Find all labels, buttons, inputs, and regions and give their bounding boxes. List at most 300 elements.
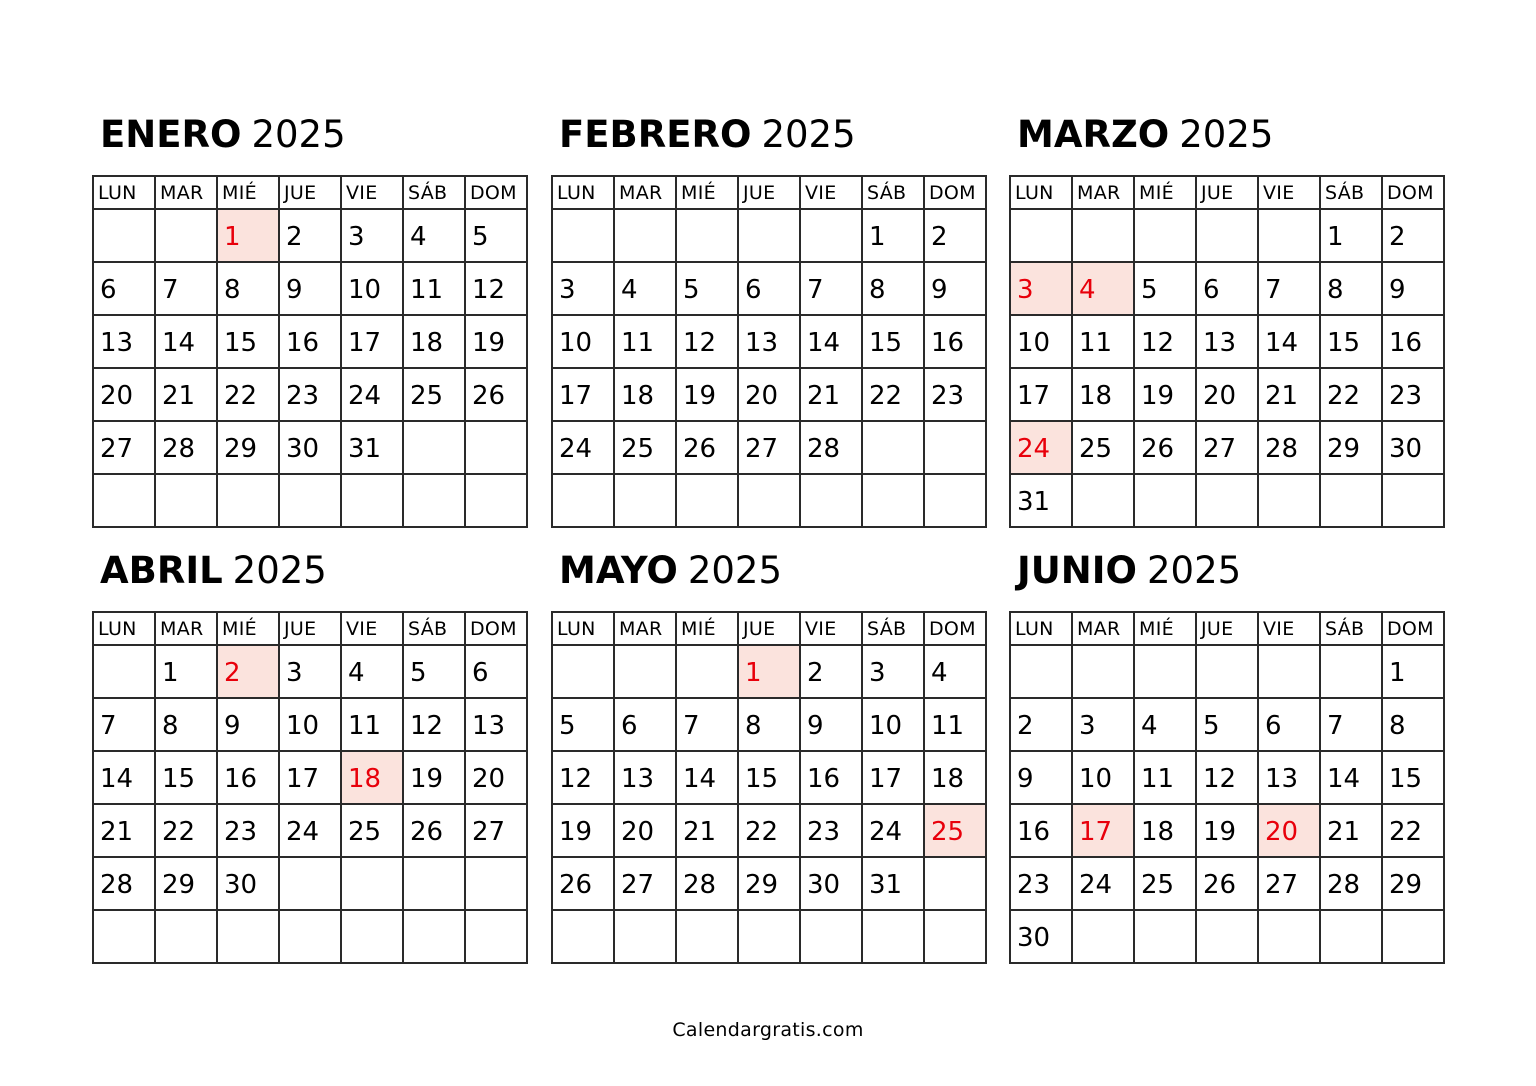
weekday-header: MIÉ (676, 176, 738, 209)
day-cell: 30 (279, 421, 341, 474)
day-cell: 25 (403, 368, 465, 421)
day-cell: 6 (1258, 698, 1320, 751)
day-cell: 13 (1196, 315, 1258, 368)
empty-day-cell (924, 910, 986, 963)
day-cell: 30 (1010, 910, 1072, 963)
day-cell: 8 (738, 698, 800, 751)
holiday-day-cell: 2 (217, 645, 279, 698)
day-cell: 21 (155, 368, 217, 421)
empty-day-cell (614, 910, 676, 963)
day-cell: 8 (217, 262, 279, 315)
empty-day-cell (552, 474, 614, 527)
day-cell: 9 (800, 698, 862, 751)
day-cell: 23 (1010, 857, 1072, 910)
week-row (93, 857, 527, 910)
empty-day-cell (93, 910, 155, 963)
month-grid (551, 175, 987, 528)
week-row (552, 910, 986, 963)
day-cell: 4 (614, 262, 676, 315)
week-row (1010, 645, 1444, 698)
week-row (1010, 857, 1444, 910)
empty-day-cell (465, 474, 527, 527)
day-cell: 23 (279, 368, 341, 421)
weekday-header-row (1010, 612, 1444, 645)
empty-day-cell (614, 474, 676, 527)
empty-day-cell (341, 910, 403, 963)
day-cell: 15 (155, 751, 217, 804)
week-row (1010, 804, 1444, 857)
weekday-header-row (552, 176, 986, 209)
weekday-header: MIÉ (1134, 176, 1196, 209)
empty-day-cell (1320, 910, 1382, 963)
day-cell: 7 (1320, 698, 1382, 751)
weekday-header: VIE (341, 612, 403, 645)
empty-day-cell (738, 910, 800, 963)
month-febrero (551, 113, 987, 528)
empty-day-cell (1382, 474, 1444, 527)
month-name: MARZO (1017, 113, 1170, 156)
weekday-header: JUE (738, 176, 800, 209)
day-cell: 14 (800, 315, 862, 368)
day-cell: 15 (738, 751, 800, 804)
day-cell: 15 (862, 315, 924, 368)
empty-day-cell (1134, 645, 1196, 698)
day-cell: 25 (614, 421, 676, 474)
empty-day-cell (1196, 910, 1258, 963)
day-cell: 6 (93, 262, 155, 315)
day-cell: 26 (403, 804, 465, 857)
day-cell: 15 (1382, 751, 1444, 804)
day-cell: 28 (800, 421, 862, 474)
day-cell: 1 (862, 209, 924, 262)
weekday-header: JUE (1196, 612, 1258, 645)
day-cell: 5 (1134, 262, 1196, 315)
weekday-header: SÁB (1320, 612, 1382, 645)
month-enero (92, 113, 528, 528)
empty-day-cell (403, 421, 465, 474)
weekday-header: MIÉ (676, 612, 738, 645)
day-cell: 10 (1010, 315, 1072, 368)
day-cell: 11 (403, 262, 465, 315)
month-year: 2025 (232, 549, 327, 592)
day-cell: 27 (1196, 421, 1258, 474)
empty-day-cell (676, 474, 738, 527)
day-cell: 8 (1320, 262, 1382, 315)
weekday-header-row (93, 612, 527, 645)
day-cell: 28 (676, 857, 738, 910)
weekday-header: DOM (924, 612, 986, 645)
empty-day-cell (403, 857, 465, 910)
day-cell: 18 (1072, 368, 1134, 421)
day-cell: 5 (403, 645, 465, 698)
day-cell: 12 (403, 698, 465, 751)
month-title (559, 549, 782, 593)
empty-day-cell (1258, 910, 1320, 963)
weekday-header: VIE (800, 612, 862, 645)
day-cell: 31 (341, 421, 403, 474)
day-cell: 22 (1382, 804, 1444, 857)
empty-day-cell (93, 645, 155, 698)
day-cell: 19 (465, 315, 527, 368)
weekday-header: LUN (1010, 176, 1072, 209)
empty-day-cell (155, 910, 217, 963)
weekday-header: DOM (465, 176, 527, 209)
empty-day-cell (279, 857, 341, 910)
day-cell: 26 (465, 368, 527, 421)
day-cell: 5 (1196, 698, 1258, 751)
day-cell: 17 (279, 751, 341, 804)
day-cell: 6 (465, 645, 527, 698)
month-title (559, 113, 856, 157)
day-cell: 3 (279, 645, 341, 698)
empty-day-cell (924, 857, 986, 910)
day-cell: 24 (341, 368, 403, 421)
day-cell: 27 (614, 857, 676, 910)
day-cell: 9 (279, 262, 341, 315)
day-cell: 10 (1072, 751, 1134, 804)
empty-day-cell (800, 209, 862, 262)
week-row (552, 262, 986, 315)
day-cell: 25 (341, 804, 403, 857)
day-cell: 4 (1134, 698, 1196, 751)
day-cell: 9 (217, 698, 279, 751)
day-cell: 10 (279, 698, 341, 751)
day-cell: 11 (1072, 315, 1134, 368)
month-junio (1009, 549, 1445, 964)
day-cell: 12 (676, 315, 738, 368)
month-name: ABRIL (100, 549, 223, 592)
weekday-header: JUE (1196, 176, 1258, 209)
day-cell: 31 (862, 857, 924, 910)
weekday-header: LUN (552, 176, 614, 209)
weekday-header: VIE (1258, 612, 1320, 645)
month-year: 2025 (687, 549, 783, 592)
day-cell: 26 (552, 857, 614, 910)
weekday-header: MAR (1072, 176, 1134, 209)
weekday-header: VIE (341, 176, 403, 209)
month-name: FEBRERO (559, 113, 752, 156)
month-grid (551, 611, 987, 964)
day-cell: 27 (93, 421, 155, 474)
empty-day-cell (1320, 645, 1382, 698)
holiday-day-cell: 1 (217, 209, 279, 262)
day-cell: 2 (800, 645, 862, 698)
day-cell: 5 (676, 262, 738, 315)
day-cell: 18 (924, 751, 986, 804)
holiday-day-cell: 25 (924, 804, 986, 857)
empty-day-cell (862, 910, 924, 963)
day-cell: 22 (1320, 368, 1382, 421)
week-row (93, 315, 527, 368)
day-cell: 17 (862, 751, 924, 804)
day-cell: 20 (93, 368, 155, 421)
empty-day-cell (552, 910, 614, 963)
month-grid (92, 175, 528, 528)
empty-day-cell (800, 474, 862, 527)
day-cell: 14 (1320, 751, 1382, 804)
empty-day-cell (552, 645, 614, 698)
weekday-header: LUN (1010, 612, 1072, 645)
empty-day-cell (1258, 474, 1320, 527)
weekday-header: LUN (93, 176, 155, 209)
day-cell: 16 (1010, 804, 1072, 857)
day-cell: 29 (1382, 857, 1444, 910)
weekday-header: SÁB (862, 176, 924, 209)
day-cell: 14 (676, 751, 738, 804)
month-name: JUNIO (1017, 549, 1137, 592)
day-cell: 26 (1196, 857, 1258, 910)
day-cell: 18 (403, 315, 465, 368)
day-cell: 9 (924, 262, 986, 315)
weekday-header: MIÉ (217, 176, 279, 209)
weekday-header: MIÉ (1134, 612, 1196, 645)
week-row (552, 804, 986, 857)
day-cell: 9 (1382, 262, 1444, 315)
day-cell: 3 (552, 262, 614, 315)
empty-day-cell (403, 474, 465, 527)
empty-day-cell (862, 421, 924, 474)
day-cell: 24 (279, 804, 341, 857)
weekday-header: JUE (279, 176, 341, 209)
weekday-header: DOM (1382, 612, 1444, 645)
day-cell: 28 (1320, 857, 1382, 910)
day-cell: 2 (924, 209, 986, 262)
empty-day-cell (93, 209, 155, 262)
weekday-header: SÁB (1320, 176, 1382, 209)
empty-day-cell (1196, 645, 1258, 698)
day-cell: 13 (1258, 751, 1320, 804)
day-cell: 22 (217, 368, 279, 421)
day-cell: 7 (800, 262, 862, 315)
day-cell: 30 (800, 857, 862, 910)
day-cell: 20 (614, 804, 676, 857)
day-cell: 15 (217, 315, 279, 368)
weekday-header: DOM (1382, 176, 1444, 209)
day-cell: 22 (862, 368, 924, 421)
day-cell: 28 (93, 857, 155, 910)
weekday-header: SÁB (403, 612, 465, 645)
week-row (93, 474, 527, 527)
day-cell: 21 (1258, 368, 1320, 421)
month-marzo (1009, 113, 1445, 528)
month-year: 2025 (1147, 549, 1242, 592)
empty-day-cell (465, 421, 527, 474)
day-cell: 16 (1382, 315, 1444, 368)
empty-day-cell (465, 910, 527, 963)
week-row (93, 751, 527, 804)
day-cell: 9 (1010, 751, 1072, 804)
day-cell: 11 (614, 315, 676, 368)
day-cell: 18 (614, 368, 676, 421)
day-cell: 14 (155, 315, 217, 368)
day-cell: 24 (1072, 857, 1134, 910)
weekday-header: VIE (800, 176, 862, 209)
day-cell: 12 (1196, 751, 1258, 804)
empty-day-cell (155, 209, 217, 262)
day-cell: 20 (1196, 368, 1258, 421)
day-cell: 25 (1134, 857, 1196, 910)
day-cell: 13 (738, 315, 800, 368)
empty-day-cell (1196, 209, 1258, 262)
day-cell: 16 (800, 751, 862, 804)
day-cell: 7 (676, 698, 738, 751)
footer-site-name: Calendargratis.com (672, 1019, 864, 1041)
weekday-header: LUN (552, 612, 614, 645)
day-cell: 13 (93, 315, 155, 368)
day-cell: 19 (1134, 368, 1196, 421)
empty-day-cell (1320, 474, 1382, 527)
week-row (93, 209, 527, 262)
day-cell: 13 (465, 698, 527, 751)
day-cell: 23 (1382, 368, 1444, 421)
day-cell: 30 (217, 857, 279, 910)
empty-day-cell (1010, 645, 1072, 698)
day-cell: 3 (862, 645, 924, 698)
holiday-day-cell: 20 (1258, 804, 1320, 857)
empty-day-cell (1072, 910, 1134, 963)
week-row (93, 368, 527, 421)
empty-day-cell (341, 474, 403, 527)
weekday-header-row (1010, 176, 1444, 209)
day-cell: 14 (93, 751, 155, 804)
day-cell: 1 (1382, 645, 1444, 698)
day-cell: 27 (465, 804, 527, 857)
day-cell: 3 (1072, 698, 1134, 751)
day-cell: 24 (552, 421, 614, 474)
empty-day-cell (279, 910, 341, 963)
day-cell: 16 (924, 315, 986, 368)
week-row (93, 421, 527, 474)
day-cell: 2 (1010, 698, 1072, 751)
day-cell: 2 (1382, 209, 1444, 262)
empty-day-cell (862, 474, 924, 527)
empty-day-cell (1134, 910, 1196, 963)
day-cell: 26 (1134, 421, 1196, 474)
weekday-header: MAR (614, 176, 676, 209)
holiday-day-cell: 17 (1072, 804, 1134, 857)
day-cell: 27 (1258, 857, 1320, 910)
day-cell: 3 (341, 209, 403, 262)
empty-day-cell (1258, 645, 1320, 698)
day-cell: 4 (924, 645, 986, 698)
month-name: ENERO (100, 113, 242, 156)
weekday-header: VIE (1258, 176, 1320, 209)
month-name: MAYO (559, 549, 678, 592)
day-cell: 21 (800, 368, 862, 421)
day-cell: 6 (614, 698, 676, 751)
day-cell: 10 (341, 262, 403, 315)
day-cell: 20 (738, 368, 800, 421)
day-cell: 11 (1134, 751, 1196, 804)
day-cell: 1 (1320, 209, 1382, 262)
empty-day-cell (1072, 645, 1134, 698)
week-row (1010, 698, 1444, 751)
day-cell: 12 (465, 262, 527, 315)
week-row (1010, 751, 1444, 804)
day-cell: 1 (155, 645, 217, 698)
day-cell: 16 (217, 751, 279, 804)
empty-day-cell (1258, 209, 1320, 262)
week-row (552, 698, 986, 751)
day-cell: 29 (1320, 421, 1382, 474)
day-cell: 29 (217, 421, 279, 474)
day-cell: 21 (676, 804, 738, 857)
week-row (93, 262, 527, 315)
day-cell: 14 (1258, 315, 1320, 368)
day-cell: 15 (1320, 315, 1382, 368)
empty-day-cell (676, 645, 738, 698)
empty-day-cell (924, 474, 986, 527)
holiday-day-cell: 3 (1010, 262, 1072, 315)
weekday-header: JUE (279, 612, 341, 645)
week-row (93, 645, 527, 698)
day-cell: 18 (1134, 804, 1196, 857)
day-cell: 23 (217, 804, 279, 857)
month-year: 2025 (251, 113, 346, 156)
day-cell: 20 (465, 751, 527, 804)
weekday-header: MAR (1072, 612, 1134, 645)
week-row (1010, 262, 1444, 315)
empty-day-cell (1072, 474, 1134, 527)
week-row (552, 421, 986, 474)
day-cell: 16 (279, 315, 341, 368)
holiday-day-cell: 18 (341, 751, 403, 804)
holiday-day-cell: 4 (1072, 262, 1134, 315)
empty-day-cell (341, 857, 403, 910)
week-row (552, 751, 986, 804)
empty-day-cell (1382, 910, 1444, 963)
day-cell: 25 (1072, 421, 1134, 474)
week-row (1010, 421, 1444, 474)
week-row (552, 315, 986, 368)
empty-day-cell (676, 209, 738, 262)
day-cell: 22 (155, 804, 217, 857)
day-cell: 29 (155, 857, 217, 910)
empty-day-cell (1072, 209, 1134, 262)
empty-day-cell (552, 209, 614, 262)
day-cell: 4 (341, 645, 403, 698)
day-cell: 11 (924, 698, 986, 751)
weekday-header: MIÉ (217, 612, 279, 645)
day-cell: 22 (738, 804, 800, 857)
week-row (1010, 474, 1444, 527)
week-row (93, 804, 527, 857)
week-row (552, 368, 986, 421)
empty-day-cell (403, 910, 465, 963)
day-cell: 19 (676, 368, 738, 421)
day-cell: 23 (924, 368, 986, 421)
month-grid (1009, 175, 1445, 528)
holiday-day-cell: 1 (738, 645, 800, 698)
empty-day-cell (1196, 474, 1258, 527)
day-cell: 17 (341, 315, 403, 368)
month-year: 2025 (1179, 113, 1274, 156)
empty-day-cell (738, 474, 800, 527)
week-row (552, 645, 986, 698)
day-cell: 29 (738, 857, 800, 910)
day-cell: 4 (403, 209, 465, 262)
month-abril (92, 549, 528, 964)
empty-day-cell (217, 910, 279, 963)
month-title (1017, 113, 1273, 157)
weekday-header: DOM (465, 612, 527, 645)
empty-day-cell (614, 645, 676, 698)
day-cell: 21 (1320, 804, 1382, 857)
month-title (100, 113, 346, 157)
week-row (1010, 368, 1444, 421)
day-cell: 10 (862, 698, 924, 751)
empty-day-cell (465, 857, 527, 910)
